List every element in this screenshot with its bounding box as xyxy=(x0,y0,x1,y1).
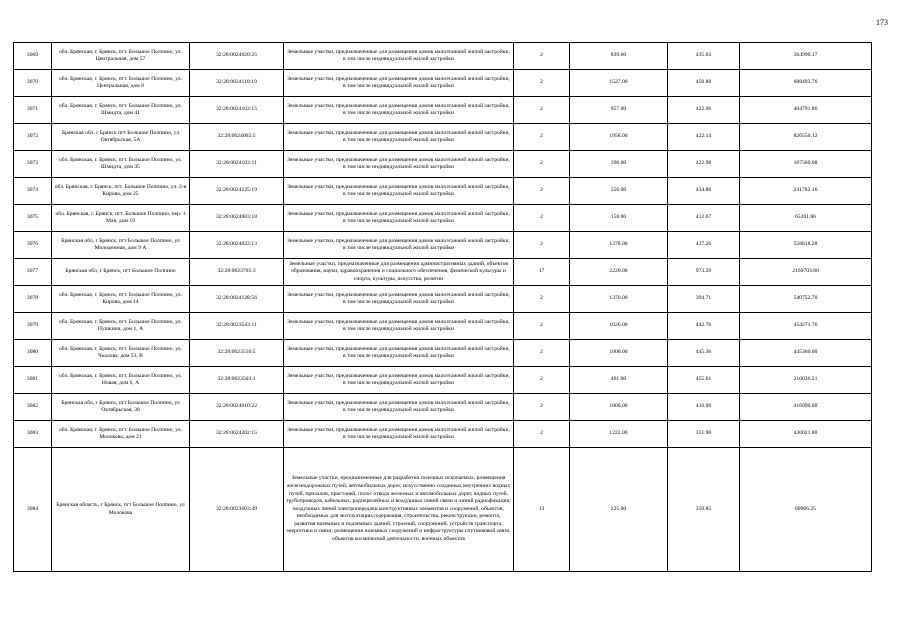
area-cell: 225.00 xyxy=(570,448,668,572)
specific-value-cell: 450.88 xyxy=(668,70,740,97)
table-row xyxy=(14,340,872,367)
group-code-cell: 2 xyxy=(514,313,570,340)
land-use-purpose-cell: Земельные участки, предназначенные для размещения домов малоэтажной жилой застройки, в том числе индивидуальной жилой застройки xyxy=(284,151,514,178)
table-row xyxy=(14,232,872,259)
land-use-purpose-cell: Земельные участки, предназначенные для размещения домов малоэтажной жилой застройки, в том числе индивидуальной жилой застройки xyxy=(284,340,514,367)
land-use-purpose-cell: Земельные участки, предназначенные для размещения административных зданий, объектов образования, науки, здравоохранения и социального обеспечения, физической культуры и спорта, культуры, искусства, религии xyxy=(284,259,514,286)
table-row xyxy=(14,205,872,232)
table-row xyxy=(14,286,872,313)
address-cell: обл. Брянская, г. Брянск, пгт. Большое Полпино, ул. Пушкина, дом 1, А xyxy=(52,313,190,340)
specific-value-cell: 434.86 xyxy=(668,178,740,205)
land-use-purpose-cell: Земельные участки, предназначенные для размещения домов малоэтажной жилой застройки, в том числе индивидуальной жилой застройки xyxy=(284,124,514,151)
cadastral-value-cell: 404791.86 xyxy=(740,97,872,124)
table-row xyxy=(14,367,872,394)
area-cell: 1278.00 xyxy=(570,232,668,259)
row-number-cell: 3082 xyxy=(14,394,52,421)
table-row xyxy=(14,259,872,286)
address-cell: обл. Брянская, г. Брянск, пгт. Большое Полпино, ул. Центральная, дом 8 xyxy=(52,70,190,97)
cadastral-number-cell: 32:28:0023503:1 xyxy=(190,367,284,394)
table-body xyxy=(14,43,872,572)
specific-value-cell: 412.67 xyxy=(668,205,740,232)
specific-value-cell: 435.03 xyxy=(668,43,740,70)
table-row xyxy=(14,124,872,151)
specific-value-cell: 973.29 xyxy=(668,259,740,286)
address-cell: обл. Брянская, г. Брянск, пгт. Большое Полпино, ул. Кирова, дом 14 xyxy=(52,286,190,313)
cadastral-value-cell: 416090.00 xyxy=(740,394,872,421)
cadastral-number-cell: 32:28:0024003:18 xyxy=(190,205,284,232)
cadastral-value-cell: 454271.76 xyxy=(740,313,872,340)
cadastral-number-cell: 32:28:0023516:5 xyxy=(190,340,284,367)
table-row xyxy=(14,43,872,70)
specific-value-cell: 437.26 xyxy=(668,232,740,259)
address-cell: обл. Брянская, г. Брянск, пгт. Большое Полпино, ул. Шмидта, дом 35 xyxy=(52,151,190,178)
address-cell: обл. Брянская, г. Брянск, пгт. Большое Полпино, ул. Чкалова, дом 53, В xyxy=(52,340,190,367)
table-row xyxy=(14,70,872,97)
cadastral-value-cell: 364990.17 xyxy=(740,43,872,70)
area-cell: 2220.00 xyxy=(570,259,668,286)
cadastral-value-cell: 540752.70 xyxy=(740,286,872,313)
cadastral-value-cell: 688493.76 xyxy=(740,70,872,97)
cadastral-value-cell: 80966.25 xyxy=(740,448,872,572)
specific-value-cell: 445.36 xyxy=(668,340,740,367)
land-use-purpose-cell: Земельные участки, предназначенные для размещения домов малоэтажной жилой застройки, в том числе индивидуальной жилой застройки xyxy=(284,178,514,205)
address-cell: обл. Брянская, г. Брянск, пгт. Большое Полпино, ул. 2-я Кирова, дом 25 xyxy=(52,178,190,205)
cadastral-number-cell: 32:28:0024002:5 xyxy=(190,124,284,151)
cadastral-value-cell: 2160703.80 xyxy=(740,259,872,286)
area-cell: 396.00 xyxy=(570,151,668,178)
cadastral-value-cell: 558818.28 xyxy=(740,232,872,259)
cadastral-number-cell: 32:28:0024128:56 xyxy=(190,286,284,313)
land-use-purpose-cell: Земельные участки, предназначенные для размещения домов малоэтажной жилой застройки, в том числе индивидуальной жилой застройки xyxy=(284,232,514,259)
row-number-cell: 3075 xyxy=(14,205,52,232)
area-cell: 839.00 xyxy=(570,43,668,70)
group-code-cell: 2 xyxy=(514,232,570,259)
address-cell: Брянская обл, г Брянск, пгт Большое Полпино, ул Молодежная, дом 9 А xyxy=(52,232,190,259)
cadastral-value-cell: 430021.80 xyxy=(740,421,872,448)
row-number-cell: 3080 xyxy=(14,340,52,367)
land-use-purpose-cell: Земельные участки, предназначенные для размещения домов малоэтажной жилой застройки, в том числе индивидуальной жилой застройки xyxy=(284,313,514,340)
address-cell: обл. Брянская, г. Брянск, пгт. Большое Полпино, ул. Новая, дом 6, А xyxy=(52,367,190,394)
table-row xyxy=(14,178,872,205)
cadastral-number-cell: 32:28:0023705:3 xyxy=(190,259,284,286)
row-number-cell: 3070 xyxy=(14,70,52,97)
specific-value-cell: 422.98 xyxy=(668,151,740,178)
address-cell: Брянская обл, г Брянск, пгт Большое Полпино xyxy=(52,259,190,286)
land-use-purpose-cell: Земельные участки, предназначенные для размещения домов малоэтажной жилой застройки, в том числе индивидуальной жилой застройки xyxy=(284,421,514,448)
address-cell: обл. Брянская, г. Брянск, пгт. Большое Полпино, ул. Молокова, дом 21 xyxy=(52,421,190,448)
area-cell: 1026.00 xyxy=(570,313,668,340)
cadastral-number-cell: 32:28:0023543:11 xyxy=(190,313,284,340)
cadastral-number-cell: 32:28:0024010:22 xyxy=(190,394,284,421)
specific-value-cell: 359.85 xyxy=(668,448,740,572)
address-cell: обл. Брянская, г. Брянск, пгт. Большое Полпино, ул. Шмидта, дом 41 xyxy=(52,97,190,124)
land-registry-table xyxy=(13,42,872,572)
land-use-purpose-cell: Земельные участки, предназначенные для размещения домов малоэтажной жилой застройки, в том числе индивидуальной жилой застройки xyxy=(284,205,514,232)
table-row xyxy=(14,448,872,572)
group-code-cell: 2 xyxy=(514,367,570,394)
group-code-cell: 2 xyxy=(514,205,570,232)
group-code-cell: 2 xyxy=(514,394,570,421)
land-use-purpose-cell: Земельные участки, предназначенные для размещения домов малоэтажной жилой застройки, в том числе индивидуальной жилой застройки xyxy=(284,394,514,421)
row-number-cell: 3072 xyxy=(14,124,52,151)
group-code-cell: 2 xyxy=(514,421,570,448)
group-code-cell: 2 xyxy=(514,340,570,367)
table-row xyxy=(14,313,872,340)
cadastral-value-cell: 241782.16 xyxy=(740,178,872,205)
cadastral-value-cell: 445360.00 xyxy=(740,340,872,367)
row-number-cell: 3078 xyxy=(14,286,52,313)
cadastral-value-cell: 167500.08 xyxy=(740,151,872,178)
cadastral-number-cell: 32:28:0024102:11 xyxy=(190,151,284,178)
area-cell: 1000.00 xyxy=(570,340,668,367)
group-code-cell: 2 xyxy=(514,70,570,97)
area-cell: 556.00 xyxy=(570,178,668,205)
group-code-cell: 2 xyxy=(514,97,570,124)
address-cell: Брянская обл, г Брянск, пгт Большое Полпино, ул Октябрьская, 30 xyxy=(52,394,190,421)
cadastral-number-cell: 32:28:0024102:15 xyxy=(190,97,284,124)
cadastral-number-cell: 32:28:0023603:49 xyxy=(190,448,284,572)
page-number: 173 xyxy=(876,18,888,27)
table-row xyxy=(14,97,872,124)
cadastral-value-cell: 826550.12 xyxy=(740,124,872,151)
specific-value-cell: 455.61 xyxy=(668,367,740,394)
area-cell: 158.00 xyxy=(570,205,668,232)
cadastral-number-cell: 32:28:0024202:15 xyxy=(190,421,284,448)
group-code-cell: 17 xyxy=(514,259,570,286)
area-cell: 461.00 xyxy=(570,367,668,394)
row-number-cell: 3077 xyxy=(14,259,52,286)
specific-value-cell: 394.71 xyxy=(668,286,740,313)
cadastral-number-cell: 32:28:0024022:13 xyxy=(190,232,284,259)
group-code-cell: 2 xyxy=(514,124,570,151)
land-use-purpose-cell: Земельные участки, предназначенные для размещения домов малоэтажной жилой застройки, в том числе индивидуальной жилой застройки xyxy=(284,70,514,97)
row-number-cell: 3084 xyxy=(14,448,52,572)
row-number-cell: 3071 xyxy=(14,97,52,124)
land-use-purpose-cell: Земельные участки, предназначенные для разработки полезных ископаемых, размещения железнодорожных путей, автомобильных дорог, искусственно созданных внутренних водных путей, причалов, пристаней, полос отвода железных и автомобильных дорог, водных путей, трубопроводов, кабельных, радиорелейных и воздушных линий связи и линий радиофикации, воздушных линий электропередачи конструктивных элементов и сооружений, объектов, необходимых для эксплуатации,содержания, строительства, реконструкции, ремонта, развития наземных и подземных зданий, строений, сооружений, устройств транспорта, энергетики и связи; размещения наземных сооружений и инфраструктуры спутниковой связи, объектов космической деятельности, военных объектов xyxy=(284,448,514,572)
specific-value-cell: 422.96 xyxy=(668,97,740,124)
group-code-cell: 2 xyxy=(514,286,570,313)
specific-value-cell: 351.90 xyxy=(668,421,740,448)
area-cell: 1958.00 xyxy=(570,124,668,151)
row-number-cell: 3083 xyxy=(14,421,52,448)
table-row xyxy=(14,421,872,448)
row-number-cell: 3069 xyxy=(14,43,52,70)
group-code-cell: 2 xyxy=(514,151,570,178)
area-cell: 957.00 xyxy=(570,97,668,124)
address-cell: обл. Брянская, г. Брянск, пгт. Большое Полпино, пер. 1 Мая, дом 19 xyxy=(52,205,190,232)
row-number-cell: 3076 xyxy=(14,232,52,259)
land-use-purpose-cell: Земельные участки, предназначенные для размещения домов малоэтажной жилой застройки, в том числе индивидуальной жилой застройки xyxy=(284,97,514,124)
specific-value-cell: 442.76 xyxy=(668,313,740,340)
specific-value-cell: 422.14 xyxy=(668,124,740,151)
land-use-purpose-cell: Земельные участки, предназначенные для размещения домов малоэтажной жилой застройки, в том числе индивидуальной жилой застройки xyxy=(284,43,514,70)
specific-value-cell: 416.09 xyxy=(668,394,740,421)
row-number-cell: 3081 xyxy=(14,367,52,394)
area-cell: 1222.00 xyxy=(570,421,668,448)
row-number-cell: 3074 xyxy=(14,178,52,205)
row-number-cell: 3073 xyxy=(14,151,52,178)
cadastral-number-cell: 32:28:0024125:19 xyxy=(190,178,284,205)
group-code-cell: 13 xyxy=(514,448,570,572)
address-cell: Брянская область, г Брянск, пгт Большое Полпино, ул Молокова xyxy=(52,448,190,572)
area-cell: 1370.00 xyxy=(570,286,668,313)
land-use-purpose-cell: Земельные участки, предназначенные для размещения домов малоэтажной жилой застройки, в том числе индивидуальной жилой застройки xyxy=(284,286,514,313)
address-cell: Брянская обл. г Брянск пгт Большое Полпино, ул Октябрьская, 5А xyxy=(52,124,190,151)
address-cell: обл. Брянская, г. Брянск, пгт. Большое Полпино, ул. Центральная, дом 57 xyxy=(52,43,190,70)
land-use-purpose-cell: Земельные участки, предназначенные для размещения домов малоэтажной жилой застройки, в том числе индивидуальной жилой застройки xyxy=(284,367,514,394)
cadastral-number-cell: 32:28:0024118:19 xyxy=(190,70,284,97)
group-code-cell: 2 xyxy=(514,43,570,70)
cadastral-value-cell: 65201.86 xyxy=(740,205,872,232)
area-cell: 1527.00 xyxy=(570,70,668,97)
cadastral-value-cell: 210036.21 xyxy=(740,367,872,394)
group-code-cell: 2 xyxy=(514,178,570,205)
area-cell: 1000.00 xyxy=(570,394,668,421)
table-row xyxy=(14,151,872,178)
row-number-cell: 3079 xyxy=(14,313,52,340)
table-row xyxy=(14,394,872,421)
cadastral-number-cell: 32:28:0024020:25 xyxy=(190,43,284,70)
